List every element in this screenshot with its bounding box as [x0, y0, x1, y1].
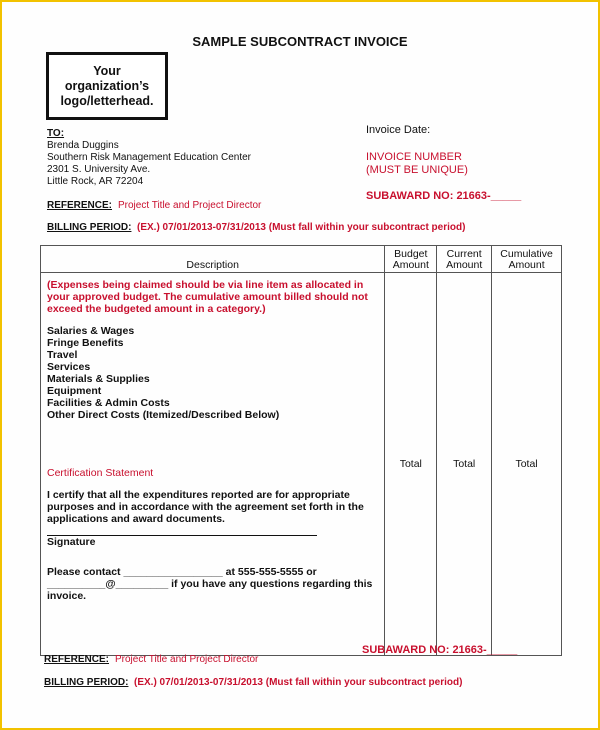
header-current-line2: Amount [446, 259, 483, 271]
certification-text-3: applications and award documents. [47, 513, 225, 525]
instruction-note-3: exceed the budgeted amount in a category.) [47, 303, 266, 315]
expense-table [40, 245, 562, 656]
description-cell [41, 273, 385, 656]
line-item: Other Direct Costs (Itemized/Described Below) [47, 409, 280, 421]
to-label: TO: [47, 128, 65, 139]
to-name: Brenda Duggins [47, 140, 119, 151]
footer-subaward-number: SUBAWARD NO: 21663-_____ [362, 644, 518, 656]
invoice-date-label: Invoice Date: [366, 124, 431, 136]
invoice-number-note: (MUST BE UNIQUE) [366, 164, 468, 176]
reference-label: REFERENCE: [47, 200, 113, 211]
invoice-number-label: INVOICE NUMBER [366, 151, 462, 163]
header-budget-line2: Amount [392, 259, 429, 271]
footer-reference-label: REFERENCE: [44, 654, 110, 665]
to-city: Little Rock, AR 72204 [47, 176, 144, 187]
certification-title: Certification Statement [47, 467, 154, 479]
line-item: Fringe Benefits [47, 337, 124, 349]
footer-reference-value: Project Title and Project Director [115, 654, 259, 665]
contact-text-3: invoice. [47, 590, 87, 602]
header-budget-line1: Budget [394, 248, 428, 260]
signature-line [47, 525, 317, 536]
logo-placeholder [46, 52, 168, 120]
header-cumulative-line1: Cumulative [500, 248, 553, 260]
line-item: Travel [47, 349, 78, 361]
subaward-number: SUBAWARD NO: 21663-_____ [366, 190, 522, 202]
header-budget-amount [385, 246, 437, 273]
to-org: Southern Risk Management Education Center [47, 152, 252, 163]
footer-billing-period-label: BILLING PERIOD: [44, 677, 129, 688]
contact-text-1: Please contact _________________ at 555-555-5555 or [47, 566, 317, 578]
line-item: Materials & Supplies [47, 373, 150, 385]
table-body-row [41, 273, 562, 656]
certification-text-2: purposes and in accordance with the agreement set forth in the [47, 501, 364, 513]
line-item: Salaries & Wages [47, 325, 135, 337]
budget-total: Total [385, 273, 437, 656]
table-header-row [41, 246, 562, 273]
instruction-note-1: (Expenses being claimed should be via line item as allocated in [47, 279, 364, 291]
logo-line-2: organization’s [64, 78, 150, 93]
to-street: 2301 S. University Ave. [47, 164, 151, 175]
line-item: Services [47, 361, 91, 373]
billing-period-label: BILLING PERIOD: [47, 222, 132, 233]
header-cumulative-line2: Amount [508, 259, 545, 271]
header-current-line1: Current [446, 248, 482, 260]
certification-text-1: I certify that all the expenditures reported are for appropriate [47, 489, 350, 501]
header-description: Description [41, 246, 385, 273]
instruction-note-2: your approved budget. The cumulative amount billed should not [47, 291, 368, 303]
footer-billing-period-value: (EX.) 07/01/2013-07/31/2013 (Must fall within your subcontract period) [134, 677, 463, 688]
line-item: Equipment [47, 385, 102, 397]
header-cumulative-amount [492, 246, 562, 273]
reference-value: Project Title and Project Director [118, 200, 262, 211]
signature-label: Signature [47, 536, 96, 548]
line-item: Facilities & Admin Costs [47, 397, 170, 409]
billing-period-value: (EX.) 07/01/2013-07/31/2013 (Must fall within your subcontract period) [137, 222, 466, 233]
header-current-amount [437, 246, 492, 273]
contact-text-2: __________@_________ if you have any questions regarding this [47, 578, 373, 590]
logo-line-1: Your [93, 63, 121, 78]
logo-line-3: logo/letterhead. [60, 93, 154, 108]
cumulative-total: Total [492, 273, 562, 656]
document-title: SAMPLE SUBCONTRACT INVOICE [192, 34, 408, 49]
current-total: Total [437, 273, 492, 656]
